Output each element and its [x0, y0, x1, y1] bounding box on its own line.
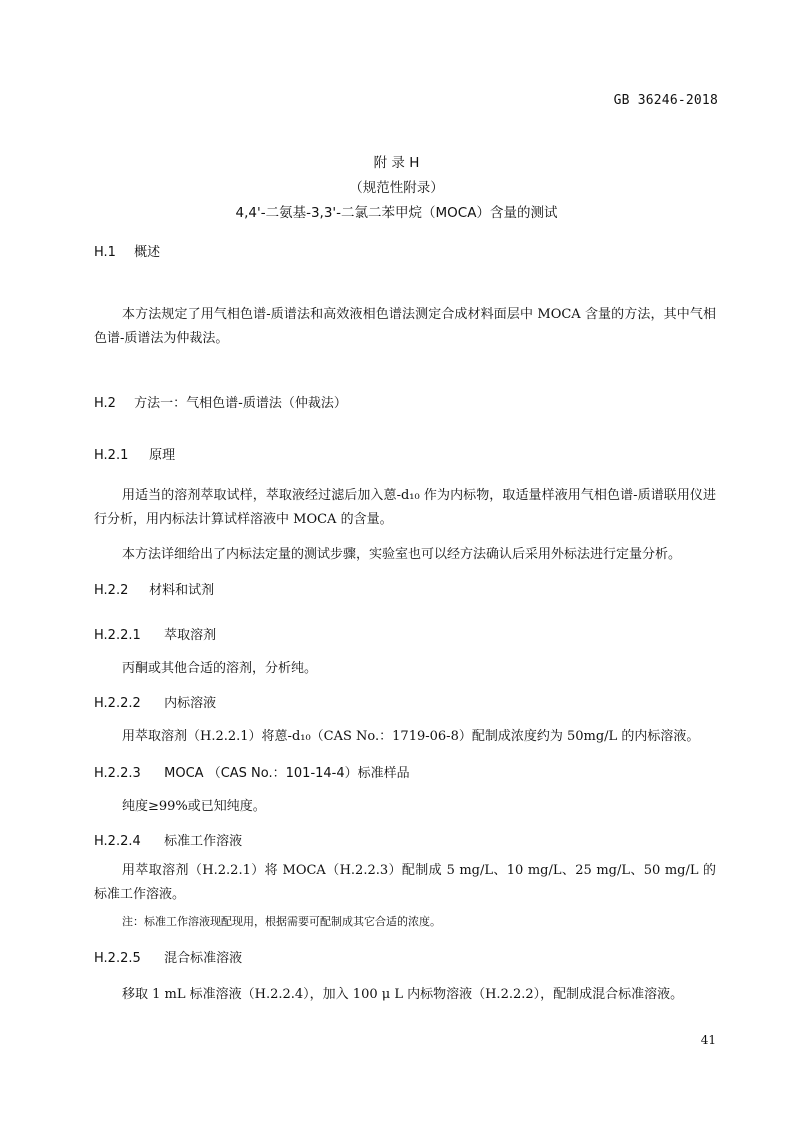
- heading-title: 方法一：气相色谱-质谱法（仲裁法）: [134, 396, 347, 411]
- heading-h21: [94, 444, 175, 463]
- heading-h223: [94, 762, 410, 781]
- paragraph-h21-1: 用适当的溶剂萃取试样，萃取液经过滤后加入蒽-d₁₀ 作为内标物，取适量样液用气相色谱-质谱联用仪进行分析，用内标法计算试样溶液中 MOCA 的含量。: [94, 488, 716, 527]
- paragraph-h222: 用萃取溶剂（H.2.2.1）将蒽-d₁₀（CAS No.：1719-06-8）配制成浓度约为 50mg/L 的内标溶液。: [122, 729, 700, 744]
- heading-title: MOCA （CAS No.：101-14-4）标准样品: [164, 766, 410, 781]
- paragraph-h221: 丙酮或其他合适的溶剂，分析纯。: [122, 661, 318, 676]
- heading-number: H.2.1: [94, 448, 129, 463]
- heading-number: H.2.2.4: [94, 834, 141, 849]
- note-text: 标准工作溶液现配现用，根据需要可配制成其它合适的浓度。: [144, 915, 441, 928]
- appendix-title: 附 录 H: [373, 155, 420, 171]
- heading-title: 萃取溶剂: [164, 628, 217, 643]
- note-label: 注：: [122, 915, 144, 928]
- heading-h1: [94, 241, 160, 260]
- heading-number: H.2.2.5: [94, 951, 141, 966]
- heading-title: 标准工作溶液: [164, 834, 243, 849]
- heading-h224: [94, 830, 242, 849]
- appendix-type: （规范性附录）: [349, 180, 444, 196]
- heading-title: 内标溶液: [164, 696, 217, 711]
- paragraph-h224: 用萃取溶剂（H.2.2.1）将 MOCA（H.2.2.3）配制成 5 mg/L、10 mg/L、25 mg/L、50 mg/L 的标准工作溶液。: [94, 863, 716, 902]
- paragraph-h223: 纯度≥99%或已知纯度。: [122, 799, 266, 814]
- appendix-subject: 4,4'-二氨基-3,3'-二氯二苯甲烷（MOCA）含量的测试: [235, 205, 558, 221]
- heading-h222: [94, 692, 216, 711]
- paragraph-h225: 移取 1 mL 标准溶液（H.2.2.4），加入 100 μ L 内标物溶液（H.2.2.2），配制成混合标准溶液。: [122, 987, 684, 1002]
- standard-code: GB 36246-2018: [613, 93, 718, 108]
- page-number: 41: [700, 1033, 716, 1047]
- heading-h225: [94, 947, 242, 966]
- heading-h221: [94, 624, 216, 643]
- heading-title: 原理: [149, 448, 176, 463]
- heading-number: H.2.2.3: [94, 766, 141, 781]
- heading-title: 材料和试剂: [149, 583, 215, 598]
- heading-h22: [94, 579, 214, 598]
- paragraph-h21-2: 本方法详细给出了内标法定量的测试步骤，实验室也可以经方法确认后采用外标法进行定量分析。: [122, 547, 682, 562]
- heading-title: 概述: [134, 245, 161, 260]
- heading-number: H.2.2: [94, 583, 129, 598]
- heading-number: H.2.2.2: [94, 696, 141, 711]
- paragraph-h1: 本方法规定了用气相色谱-质谱法和高效液相色谱法测定合成材料面层中 MOCA 含量的方法，其中气相色谱-质谱法为仲裁法。: [94, 307, 716, 346]
- heading-title: 混合标准溶液: [164, 951, 243, 966]
- note: [122, 913, 441, 929]
- heading-h2: [94, 392, 347, 411]
- heading-number: H.1: [94, 245, 116, 260]
- heading-number: H.2.2.1: [94, 628, 141, 643]
- heading-number: H.2: [94, 396, 116, 411]
